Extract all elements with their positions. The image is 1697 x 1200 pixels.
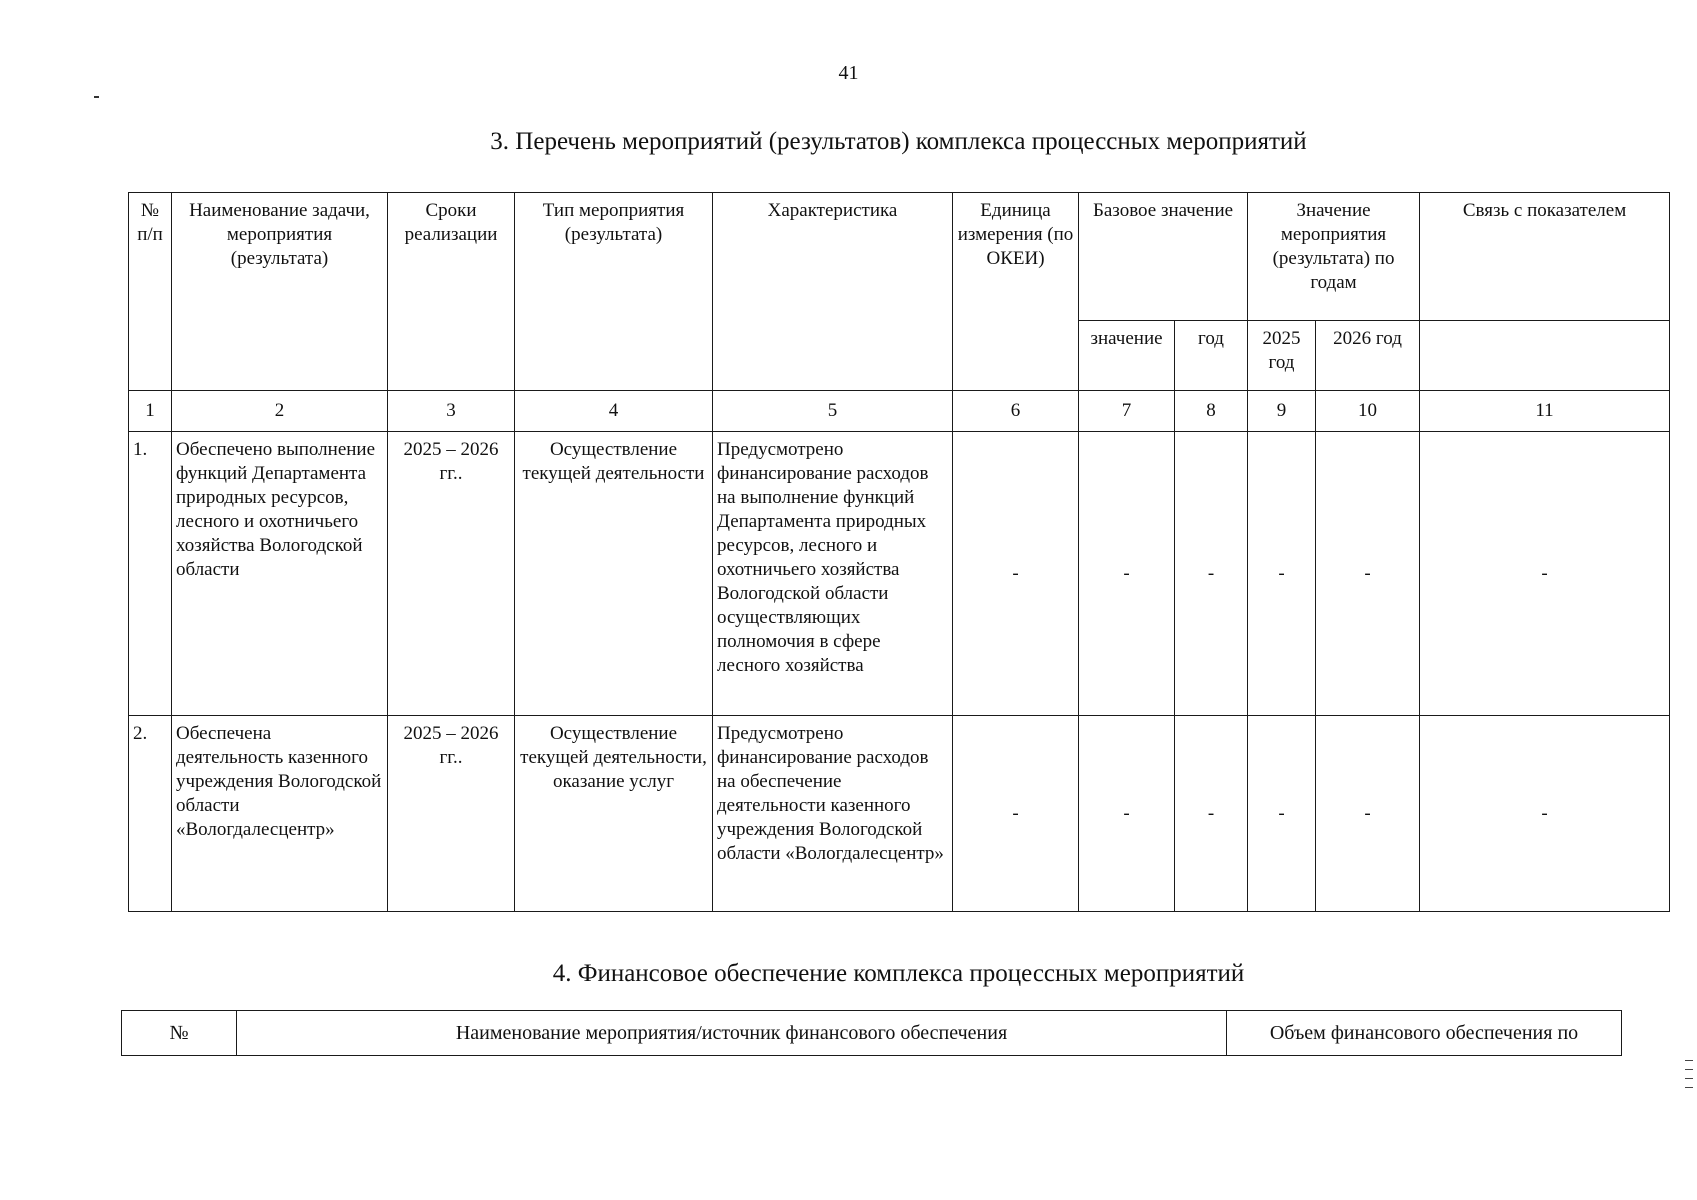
- header-base: Базовое значение: [1079, 193, 1248, 321]
- scan-edge-marks: [1685, 1060, 1693, 1088]
- table-row: [129, 432, 1670, 716]
- row-value-2026: -: [1316, 432, 1420, 716]
- financing-table: [121, 1010, 1622, 1056]
- row-name: Обеспечено выполнение функций Департамента природных ресурсов, лесного и охотничьего хозяйства Вологодской области: [172, 432, 388, 716]
- column-number: 3: [388, 391, 515, 432]
- row-value-2025: -: [1248, 716, 1316, 912]
- section-4-title: 4. Финансовое обеспечение комплекса процессных мероприятий: [552, 960, 1245, 987]
- fin-header-name: Наименование мероприятия/источник финансового обеспечения: [237, 1011, 1227, 1056]
- table-row: [129, 716, 1670, 912]
- column-number: 4: [515, 391, 713, 432]
- row-type: Осуществление текущей деятельности, оказание услуг: [515, 716, 713, 912]
- row-unit: -: [953, 716, 1079, 912]
- column-number: 6: [953, 391, 1079, 432]
- row-characteristic: Предусмотрено финансирование расходов на обеспечение деятельности казенного учреждения Вологодской области «Вологдалесцентр»: [713, 716, 953, 912]
- column-number: 9: [1248, 391, 1316, 432]
- row-characteristic: Предусмотрено финансирование расходов на выполнение функций Департамента природных ресурсов, лесного и охотничьего хозяйства Вологодской области осуществляющих полномочия в сфере лесного хозяйства: [713, 432, 953, 716]
- header-year-2025: 2025 год: [1248, 321, 1316, 391]
- header-base-value: значение: [1079, 321, 1175, 391]
- header-type: Тип мероприятия (результата): [515, 193, 713, 391]
- column-number: 2: [172, 391, 388, 432]
- column-number: 10: [1316, 391, 1420, 432]
- row-terms: 2025 – 2026 гг..: [388, 716, 515, 912]
- row-value-2026: -: [1316, 716, 1420, 912]
- row-terms: 2025 – 2026 гг..: [388, 432, 515, 716]
- header-terms: Сроки реализации: [388, 193, 515, 391]
- row-unit: -: [953, 432, 1079, 716]
- row-type: Осуществление текущей деятельности: [515, 432, 713, 716]
- row-base-value: -: [1079, 432, 1175, 716]
- column-number: 7: [1079, 391, 1175, 432]
- column-number: 1: [129, 391, 172, 432]
- row-link: -: [1420, 432, 1670, 716]
- header-year-2026: 2026 год: [1316, 321, 1420, 391]
- header-name: Наименование задачи, мероприятия (результата): [172, 193, 388, 391]
- column-number: 5: [713, 391, 953, 432]
- header-values-by-year: Значение мероприятия (результата) по годам: [1248, 193, 1420, 321]
- header-unit: Единица измерения (по ОКЕИ): [953, 193, 1079, 391]
- row-link: -: [1420, 716, 1670, 912]
- row-base-year: -: [1175, 716, 1248, 912]
- row-base-year: -: [1175, 432, 1248, 716]
- header-characteristic: Характеристика: [713, 193, 953, 391]
- column-number: 11: [1420, 391, 1670, 432]
- scan-mark: [94, 96, 99, 98]
- header-num: № п/п: [129, 193, 172, 391]
- row-base-value: -: [1079, 716, 1175, 912]
- activities-table: [128, 192, 1670, 912]
- header-link-empty: [1420, 321, 1670, 391]
- fin-header-volume: Объем финансового обеспечения по: [1227, 1011, 1622, 1056]
- fin-header-num: №: [122, 1011, 237, 1056]
- header-base-year: год: [1175, 321, 1248, 391]
- row-num: 2.: [129, 716, 172, 912]
- section-3-title: 3. Перечень мероприятий (результатов) комплекса процессных мероприятий: [490, 128, 1307, 155]
- page-number: 41: [838, 62, 859, 84]
- row-value-2025: -: [1248, 432, 1316, 716]
- row-name: Обеспечена деятельность казенного учреждения Вологодской области «Вологдалесцентр»: [172, 716, 388, 912]
- row-num: 1.: [129, 432, 172, 716]
- column-number: 8: [1175, 391, 1248, 432]
- header-link: Связь с показателем: [1420, 193, 1670, 321]
